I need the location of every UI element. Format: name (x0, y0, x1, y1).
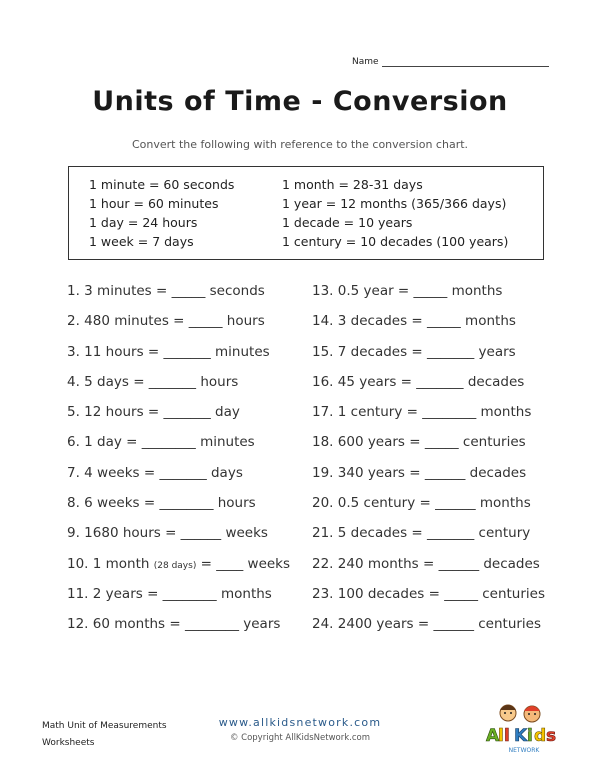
conversion-item: 1 month = 28-31 days (282, 177, 423, 192)
conversion-item: 1 day = 24 hours (89, 215, 198, 230)
problem-14[interactable]: 14. 3 decades = _____ months (312, 313, 516, 330)
problem-12[interactable]: 12. 60 months = ________ years (67, 616, 281, 633)
problem-10[interactable] (67, 553, 290, 583)
problems-right (312, 280, 545, 644)
problem-16[interactable]: 16. 45 years = _______ decades (312, 373, 525, 390)
name-line[interactable] (382, 66, 549, 67)
conversion-item: 1 hour = 60 minutes (89, 196, 219, 211)
svg-text:l: l (498, 726, 504, 746)
problem-17[interactable]: 17. 1 century = ________ months (312, 404, 532, 421)
footer-category-sub: Worksheets (42, 738, 95, 748)
problem-20[interactable]: 20. 0.5 century = ______ months (312, 495, 531, 512)
conversion-chart (68, 166, 544, 260)
problem-10-pre: 10. 1 month (67, 555, 154, 572)
svg-text:d: d (534, 726, 547, 746)
svg-text:s: s (546, 726, 557, 746)
conversion-chart-right (282, 175, 508, 251)
problem-3[interactable]: 3. 11 hours = _______ minutes (67, 343, 270, 360)
problem-21[interactable]: 21. 5 decades = _______ century (312, 525, 531, 542)
svg-text:K: K (514, 726, 528, 746)
problem-10-post: = ____ weeks (196, 555, 291, 572)
svg-text:i: i (527, 726, 533, 746)
problem-5[interactable]: 5. 12 hours = _______ day (67, 404, 240, 421)
copyright: © Copyright AllKidsNetwork.com (229, 733, 371, 743)
problem-9[interactable]: 9. 1680 hours = ______ weeks (67, 525, 268, 542)
problem-6[interactable]: 6. 1 day = ________ minutes (67, 434, 255, 451)
problem-4[interactable]: 4. 5 days = _______ hours (67, 373, 239, 390)
conversion-item: 1 century = 10 decades (100 years) (282, 234, 509, 249)
svg-text:l: l (504, 726, 510, 746)
problem-8[interactable]: 8. 6 weeks = ________ hours (67, 495, 256, 512)
svg-text:A: A (486, 726, 500, 746)
conversion-item: 1 year = 12 months (365/366 days) (282, 196, 507, 211)
problem-2[interactable]: 2. 480 minutes = _____ hours (67, 313, 265, 330)
problem-19[interactable]: 19. 340 years = ______ decades (312, 464, 527, 481)
problem-22[interactable]: 22. 240 months = ______ decades (312, 555, 540, 572)
problem-10-note: (28 days) (153, 560, 197, 571)
conversion-item: 1 decade = 10 years (282, 215, 413, 230)
problem-13[interactable]: 13. 0.5 year = _____ months (312, 283, 503, 299)
problem-18[interactable]: 18. 600 years = _____ centuries (312, 434, 526, 451)
conversion-chart-left (89, 175, 234, 251)
footer-category: Math Unit of Measurements (42, 721, 167, 731)
problem-24[interactable]: 24. 2400 years = ______ centuries (312, 616, 542, 633)
website-link[interactable]: www.allkidsnetwork.com (218, 716, 382, 729)
allkids-logo-icon (484, 696, 564, 756)
problems-left (67, 280, 290, 644)
problem-11[interactable]: 11. 2 years = ________ months (67, 585, 272, 602)
problem-23[interactable]: 23. 100 decades = _____ centuries (312, 585, 546, 602)
conversion-item: 1 week = 7 days (89, 234, 194, 249)
svg-text:NETWORK: NETWORK (508, 747, 540, 754)
problem-7[interactable]: 7. 4 weeks = _______ days (67, 464, 243, 481)
problem-1[interactable]: 1. 3 minutes = _____ seconds (67, 283, 265, 299)
name-label: Name (352, 57, 379, 67)
page-title: Units of Time - Conversion (92, 86, 508, 117)
instructions: Convert the following with reference to the conversion chart. (131, 138, 469, 151)
problem-15[interactable]: 15. 7 decades = _______ years (312, 343, 516, 360)
conversion-item: 1 minute = 60 seconds (89, 177, 235, 192)
